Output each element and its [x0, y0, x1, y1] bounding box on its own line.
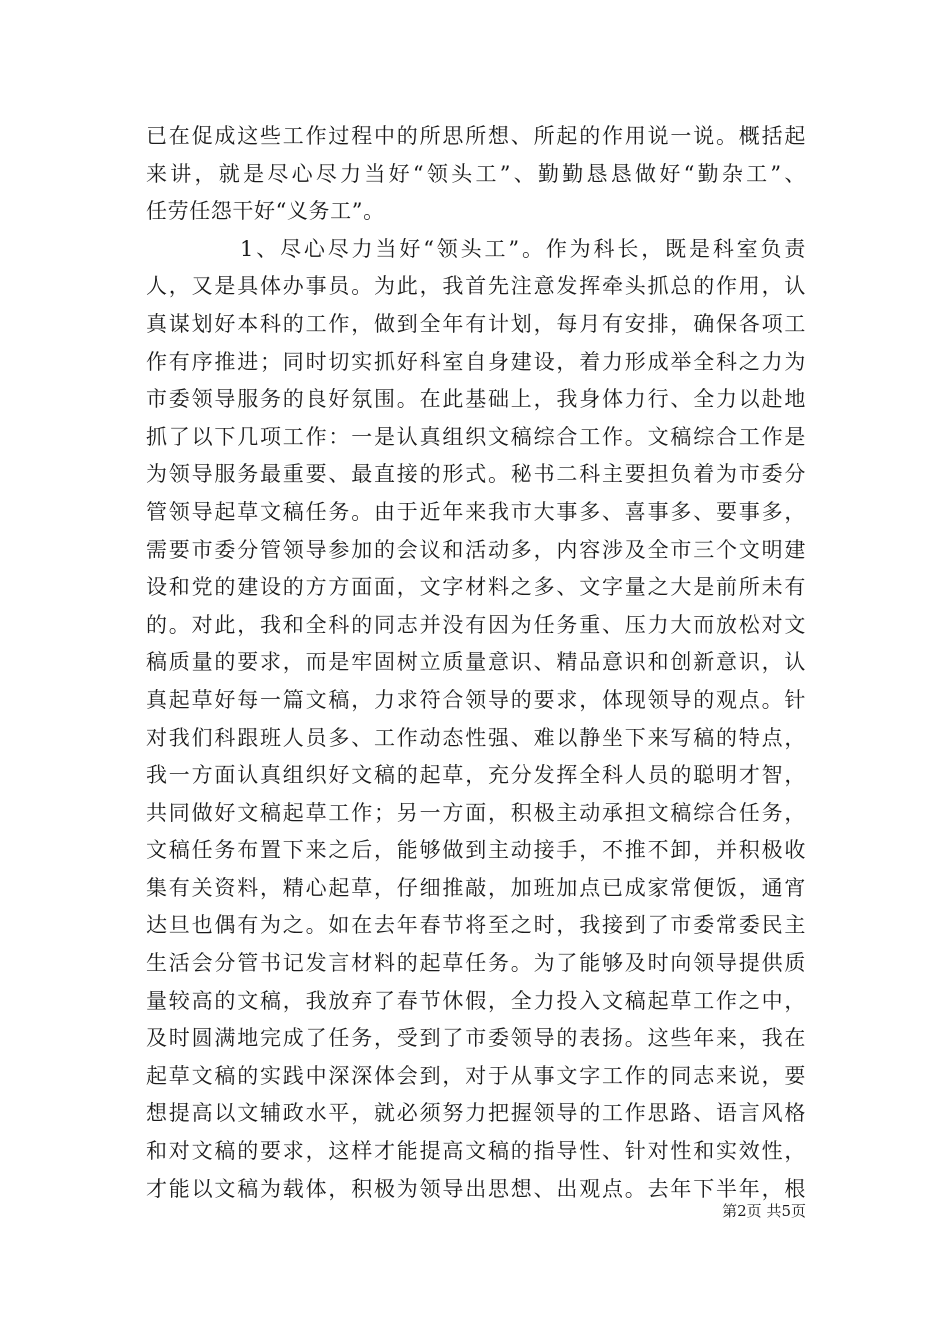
text-line: 生活会分管书记发言材料的起草任务。为了能够及时向领导提供质: [146, 951, 806, 976]
text-line: 想提高以文辅政水平，就必须努力把握领导的工作思路、语言风格: [146, 1101, 806, 1126]
text-line: 稿质量的要求，而是牢固树立质量意识、精品意识和创新意识，认: [146, 650, 806, 675]
page-number-footer: 第2页 共5页: [722, 1202, 806, 1220]
text-line: 作有序推进；同时切实抓好科室自身建设，着力形成举全科之力为: [146, 349, 806, 374]
text-line: 量较高的文稿，我放弃了春节休假，全力投入文稿起草工作之中，: [146, 988, 806, 1013]
text-line: 需要市委分管领导参加的会议和活动多，内容涉及全市三个文明建: [146, 537, 806, 562]
text-line: 对我们科跟班人员多、工作动态性强、难以静坐下来写稿的特点，: [146, 725, 806, 750]
paragraph-first-line: 1、尽心尽力当好“领头工”。作为科长，既是科室负责: [240, 236, 806, 261]
text-line: 为领导服务最重要、最直接的形式。秘书二科主要担负着为市委分: [146, 462, 806, 487]
text-line: 和对文稿的要求，这样才能提高文稿的指导性、针对性和实效性，: [146, 1139, 806, 1164]
text-line: 真起草好每一篇文稿，力求符合领导的要求，体现领导的观点。针: [146, 687, 806, 712]
text-line: 才能以文稿为载体，积极为领导出思想、出观点。去年下半年，根: [146, 1176, 806, 1201]
text-line: 真谋划好本科的工作，做到全年有计划，每月有安排，确保各项工: [146, 311, 806, 336]
text-line: 文稿任务布置下来之后，能够做到主动接手，不推不卸，并积极收: [146, 838, 806, 863]
text-line: 抓了以下几项工作：一是认真组织文稿综合工作。文稿综合工作是: [146, 424, 806, 449]
text-line: 我一方面认真组织好文稿的起草，充分发挥全科人员的聪明才智，: [146, 763, 806, 788]
text-line: 市委领导服务的良好氛围。在此基础上，我身体力行、全力以赴地: [146, 387, 806, 412]
text-line: 任劳任怨干好“义务工”。: [146, 199, 385, 224]
text-line: 的。对此，我和全科的同志并没有因为任务重、压力大而放松对文: [146, 612, 806, 637]
text-line: 及时圆满地完成了任务，受到了市委领导的表扬。这些年来，我在: [146, 1026, 806, 1051]
text-line: 人，又是具体办事员。为此，我首先注意发挥牵头抓总的作用，认: [146, 274, 806, 299]
text-line: 设和党的建设的方方面面，文字材料之多、文字量之大是前所未有: [146, 575, 806, 600]
text-line: 已在促成这些工作过程中的所思所想、所起的作用说一说。概括起: [146, 124, 806, 148]
text-line: 来讲，就是尽心尽力当好“领头工”、勤勤恳恳做好“勤杂工”、: [146, 161, 806, 186]
text-line: 集有关资料，精心起草，仔细推敲，加班加点已成家常便饭，通宵: [146, 875, 806, 900]
text-line: 达旦也偶有为之。如在去年春节将至之时，我接到了市委常委民主: [146, 913, 806, 938]
body-text: [146, 118, 806, 1208]
text-line: 管领导起草文稿任务。由于近年来我市大事多、喜事多、要事多，: [146, 499, 806, 524]
text-line: 起草文稿的实践中深深体会到，对于从事文字工作的同志来说，要: [146, 1063, 806, 1088]
text-line: 共同做好文稿起草工作；另一方面，积极主动承担文稿综合任务，: [146, 800, 806, 825]
